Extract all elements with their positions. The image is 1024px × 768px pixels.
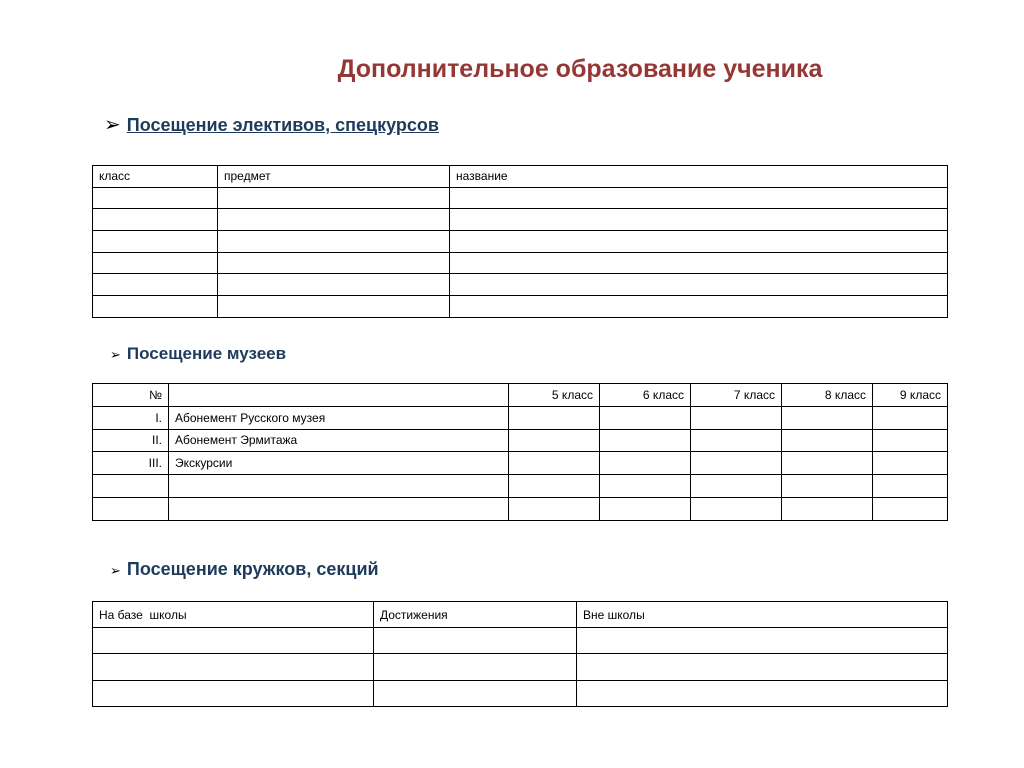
row-number: I.	[93, 406, 169, 429]
table-row	[93, 680, 948, 706]
table-cell[interactable]	[691, 429, 782, 452]
table-cell[interactable]	[93, 209, 218, 231]
table-cell[interactable]	[450, 231, 948, 253]
table-row	[93, 628, 948, 654]
section-heading-electives-text: Посещение элективов, спецкурсов	[126, 115, 439, 135]
arrow-bullet-icon: ➢	[104, 112, 121, 136]
header-cell-grade-8: 8 класс	[782, 384, 873, 407]
row-number	[93, 497, 169, 520]
table-cell[interactable]	[450, 296, 948, 318]
table-cell[interactable]	[450, 252, 948, 274]
table-cell[interactable]	[93, 274, 218, 296]
header-cell: предмет	[218, 166, 450, 188]
table-cell[interactable]	[509, 475, 600, 498]
table-row	[93, 296, 948, 318]
table-cell[interactable]	[509, 406, 600, 429]
table-cell[interactable]	[509, 452, 600, 475]
clubs-table	[92, 601, 948, 707]
table-cell[interactable]	[218, 187, 450, 209]
section-heading-electives	[104, 112, 439, 136]
table-row	[93, 406, 948, 429]
table-row	[93, 654, 948, 680]
table-cell[interactable]	[218, 231, 450, 253]
table-row	[93, 187, 948, 209]
table-cell[interactable]	[577, 680, 948, 706]
table-cell[interactable]	[600, 475, 691, 498]
table-cell[interactable]	[450, 209, 948, 231]
header-cell: Вне школы	[577, 602, 948, 628]
table-header-row	[93, 602, 948, 628]
table-cell[interactable]	[93, 680, 374, 706]
table-cell[interactable]	[374, 680, 577, 706]
header-cell: класс	[93, 166, 218, 188]
row-name	[169, 497, 509, 520]
row-name: Абонемент Эрмитажа	[169, 429, 509, 452]
header-cell-number: №	[93, 384, 169, 407]
table-cell[interactable]	[450, 187, 948, 209]
header-cell-grade-5: 5 класс	[509, 384, 600, 407]
table-cell[interactable]	[873, 406, 948, 429]
table-cell[interactable]	[93, 654, 374, 680]
header-cell: Достижения	[374, 602, 577, 628]
table-cell[interactable]	[577, 654, 948, 680]
table-cell[interactable]	[577, 628, 948, 654]
table-cell[interactable]	[374, 654, 577, 680]
table-cell[interactable]	[782, 406, 873, 429]
row-number: III.	[93, 452, 169, 475]
table-cell[interactable]	[691, 406, 782, 429]
header-cell: На базе школы	[93, 602, 374, 628]
table-cell[interactable]	[374, 628, 577, 654]
table-row	[93, 475, 948, 498]
row-number	[93, 475, 169, 498]
table-cell[interactable]	[93, 187, 218, 209]
table-cell[interactable]	[782, 497, 873, 520]
table-row	[93, 252, 948, 274]
table-cell[interactable]	[873, 429, 948, 452]
table-cell[interactable]	[93, 231, 218, 253]
table-cell[interactable]	[218, 274, 450, 296]
table-cell[interactable]	[691, 475, 782, 498]
table-row	[93, 452, 948, 475]
page-title: Дополнительное образование ученика	[337, 55, 823, 83]
row-name: Экскурсии	[169, 452, 509, 475]
table-cell[interactable]	[509, 429, 600, 452]
table-cell[interactable]	[782, 452, 873, 475]
header-cell-grade-7: 7 класс	[691, 384, 782, 407]
electives-table	[92, 165, 948, 318]
table-cell[interactable]	[93, 296, 218, 318]
table-cell[interactable]	[691, 452, 782, 475]
table-cell[interactable]	[218, 252, 450, 274]
arrow-bullet-icon: ➢	[110, 348, 121, 363]
table-cell[interactable]	[600, 497, 691, 520]
table-cell[interactable]	[93, 252, 218, 274]
table-cell[interactable]	[782, 429, 873, 452]
table-cell[interactable]	[782, 475, 873, 498]
table-cell[interactable]	[873, 497, 948, 520]
table-cell[interactable]	[600, 406, 691, 429]
section-heading-museums-text: Посещение музеев	[126, 344, 287, 363]
table-cell[interactable]	[509, 497, 600, 520]
table-row	[93, 231, 948, 253]
table-header-row	[93, 384, 948, 407]
table-header-row	[93, 166, 948, 188]
table-cell[interactable]	[93, 628, 374, 654]
row-name	[169, 475, 509, 498]
header-cell: название	[450, 166, 948, 188]
section-heading-clubs-text: Посещение кружков, секций	[126, 559, 379, 579]
section-heading-museums	[110, 344, 286, 364]
table-cell[interactable]	[600, 452, 691, 475]
header-cell-grade-6: 6 класс	[600, 384, 691, 407]
table-row	[93, 209, 948, 231]
header-cell-grade-9: 9 класс	[873, 384, 948, 407]
museums-table	[92, 383, 948, 521]
table-row	[93, 497, 948, 520]
table-cell[interactable]	[218, 209, 450, 231]
table-cell[interactable]	[218, 296, 450, 318]
row-name: Абонемент Русского музея	[169, 406, 509, 429]
table-cell[interactable]	[600, 429, 691, 452]
table-cell[interactable]	[691, 497, 782, 520]
table-cell[interactable]	[873, 475, 948, 498]
arrow-bullet-icon: ➢	[110, 564, 121, 579]
table-row	[93, 274, 948, 296]
table-cell[interactable]	[873, 452, 948, 475]
section-heading-clubs	[110, 559, 379, 580]
header-cell	[169, 384, 509, 407]
table-row	[93, 429, 948, 452]
table-cell[interactable]	[450, 274, 948, 296]
row-number: II.	[93, 429, 169, 452]
